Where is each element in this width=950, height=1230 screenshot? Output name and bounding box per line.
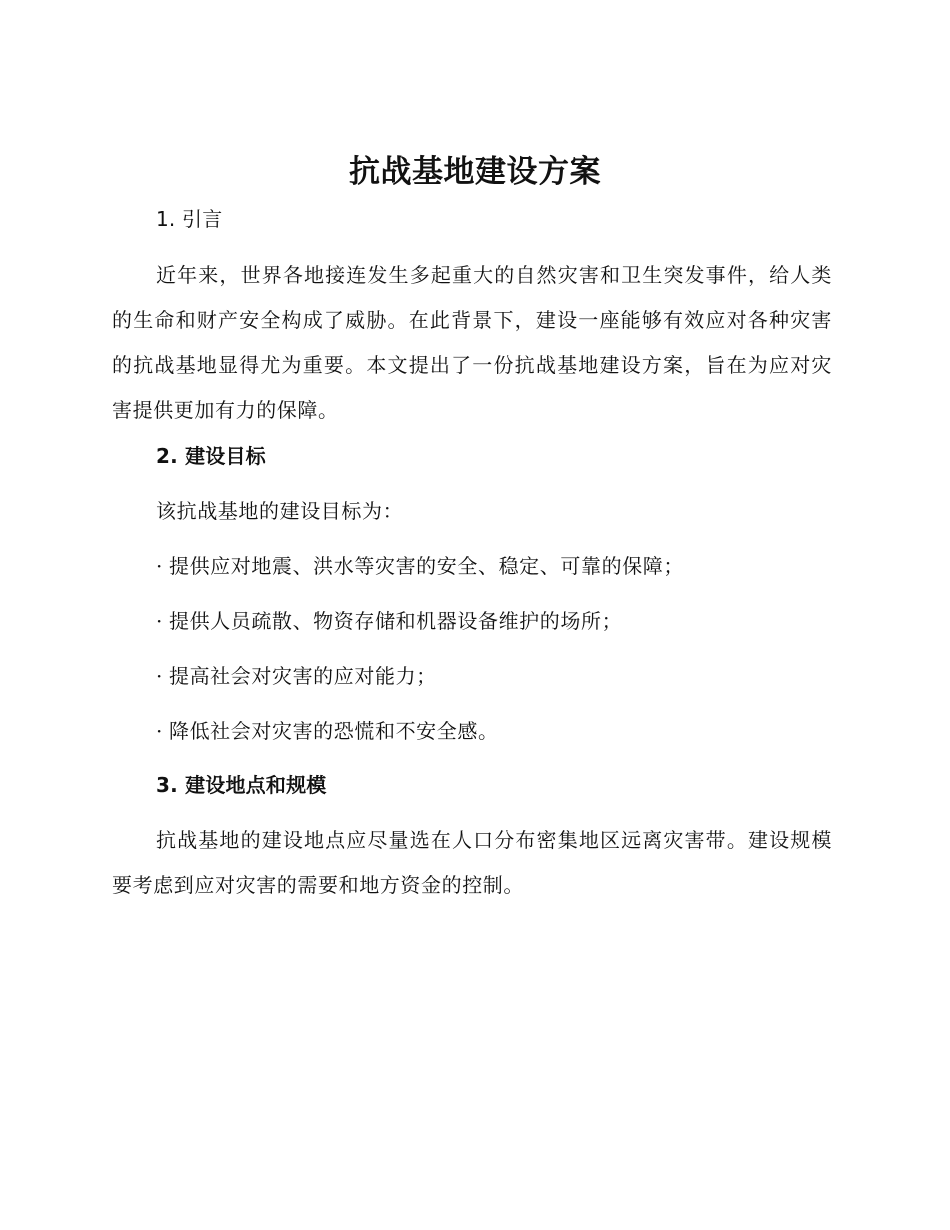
section-paragraph-introduction: 近年来，世界各地接连发生多起重大的自然灾害和卫生突发事件，给人类的生命和财产安全构成了威胁。在此背景下，建设一座能够有效应对各种灾害的抗战基地显得尤为重要。本文提出了一份抗战基地建设方案，旨在为应对灾害提供更加有力的保障。 bbox=[112, 263, 832, 422]
document-title: 抗战基地建设方案 bbox=[349, 154, 601, 190]
bullet-marker: · bbox=[156, 664, 163, 688]
goal-text: 提高社会对灾害的应对能力； bbox=[168, 664, 437, 688]
bullet-marker: · bbox=[156, 554, 163, 578]
section-heading-goals: 2. 建设目标 bbox=[156, 444, 266, 468]
bullet-marker: · bbox=[156, 609, 163, 633]
goal-list-item bbox=[156, 662, 437, 690]
section-heading-introduction: 1. 引言 bbox=[156, 207, 223, 231]
goal-list-item bbox=[156, 607, 622, 635]
section-paragraph-location-scale: 抗战基地的建设地点应尽量选在人口分布密集地区远离灾害带。建设规模要考虑到应对灾害的需要和地方资金的控制。 bbox=[112, 828, 832, 897]
goal-text: 降低社会对灾害的恐慌和不安全感。 bbox=[168, 719, 499, 743]
goal-text: 提供人员疏散、物资存储和机器设备维护的场所； bbox=[168, 609, 623, 633]
goal-list-item bbox=[156, 552, 684, 580]
section-heading-location-scale: 3. 建设地点和规模 bbox=[156, 773, 327, 797]
goal-text: 提供应对地震、洪水等灾害的安全、稳定、可靠的保障； bbox=[168, 554, 684, 578]
goal-list-item bbox=[156, 717, 499, 745]
goals-intro-text: 该抗战基地的建设目标为： bbox=[156, 499, 404, 523]
bullet-marker: · bbox=[156, 719, 163, 743]
